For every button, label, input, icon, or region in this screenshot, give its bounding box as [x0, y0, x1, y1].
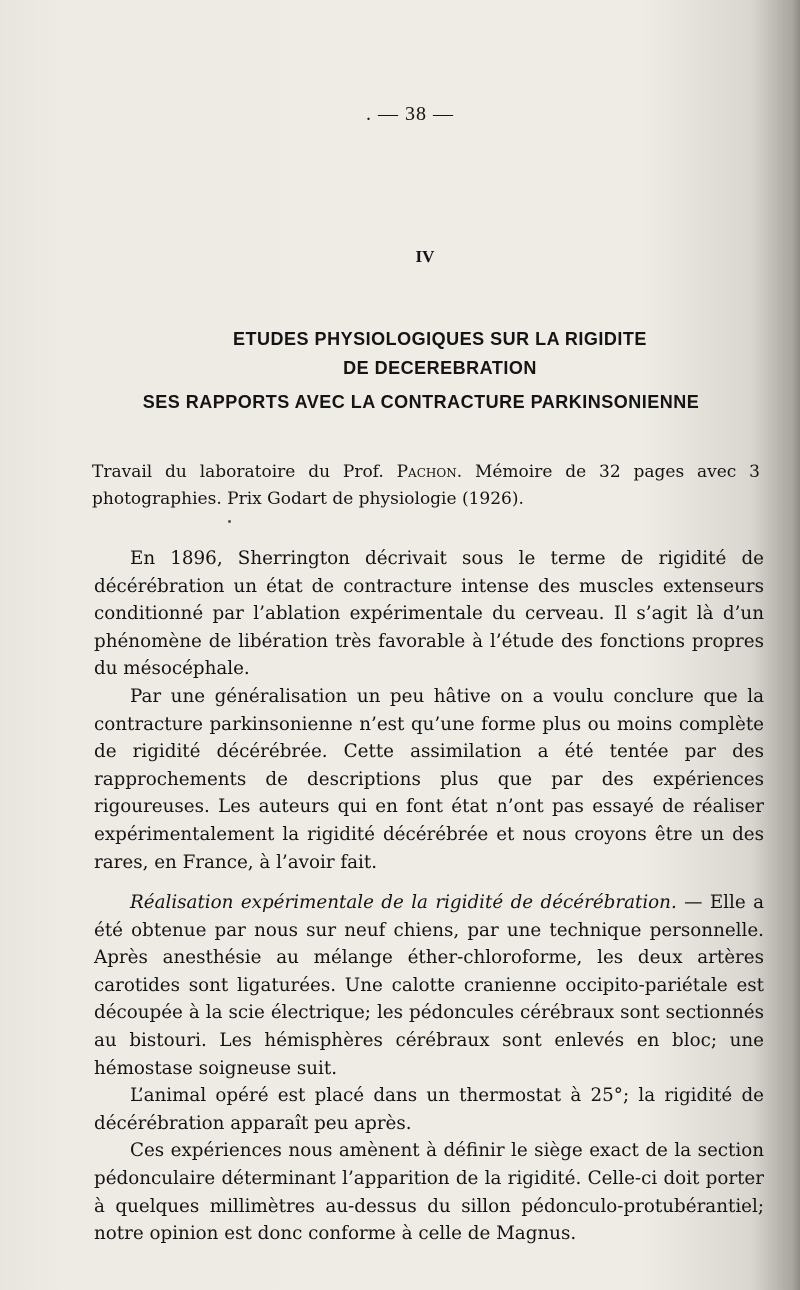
paragraph-2: Par une généralisation un peu hâtive on a voulu conclure que la contracture parkinsonienne n’est qu’une forme plus ou moins complète de rigidité décérébrée. Cette assimilation a été tentée par des rapprochements de descriptions plus que par des expériences rigoureuses. Les auteurs qui en font état n’ont pas essayé de réaliser expérimentalement la rigidité décérébrée et nous croyons être un des rares, en France, à l’avoir fait.	[94, 685, 764, 873]
credit-note	[92, 459, 760, 513]
experimental-section	[94, 889, 764, 1248]
paragraph-4: L’animal opéré est placé dans un thermostat à 25°; la rigidité de décérébration apparaît peu après.	[94, 1085, 764, 1134]
intro-text	[94, 545, 764, 876]
paragraph-5: Ces expériences nous amènent à définir le siège exact de la section pédonculaire déterminant l’apparition de la rigidité. Celle-ci doit porter à quelques millimètres au-dessus du sillon pédonculo-protubérantiel; notre opinion est donc conforme à celle de Magnus.	[94, 1140, 764, 1245]
credit-before: Travail du laboratoire du Prof.	[92, 462, 397, 482]
credit-professor-name: Pachon	[396, 462, 457, 482]
title-line-1: ETUDES PHYSIOLOGIQUES SUR LA RIGIDITE	[233, 329, 647, 349]
title-line-3: SES RAPPORTS AVEC LA CONTRACTURE PARKINSONIENNE	[142, 392, 700, 412]
paragraph-1: En 1896, Sherrington décrivait sous le terme de rigidité de décérébration un état de contracture intense des muscles extenseurs conditionné par l’ablation expérimentale du cerveau. Il s’agit là d’un phénomène de libération très favorable à l’étude des fonctions propres du mésocéphale.	[94, 548, 764, 680]
ink-speck	[228, 520, 231, 523]
section-heading: Réalisation expérimentale de la rigidité de décérébration.	[130, 892, 677, 913]
section-lead-paragraph	[94, 889, 764, 1082]
credit-after: . Mémoire de 32 pages avec 3 photographies. Prix Godart de physiologie (1926).	[92, 462, 760, 509]
section-numeral: IV	[415, 247, 435, 266]
section-lead-text: — Elle a été obtenue par nous sur neuf chiens, par une technique personnelle. Après anesthésie au mélange éther-chloroforme, les deux artères carotides sont ligaturées. Une calotte cranienne occipito-pariétale est découpée à la scie électrique; les pédoncules cérébraux sont sectionnés au bistouri. Les hémisphères cérébraux sont enlevés en bloc; une hémostase soigneuse suit.	[94, 892, 764, 1079]
page-number: . — 38 —	[366, 103, 454, 125]
title-line-2: DE DECEREBRATION	[343, 358, 537, 378]
